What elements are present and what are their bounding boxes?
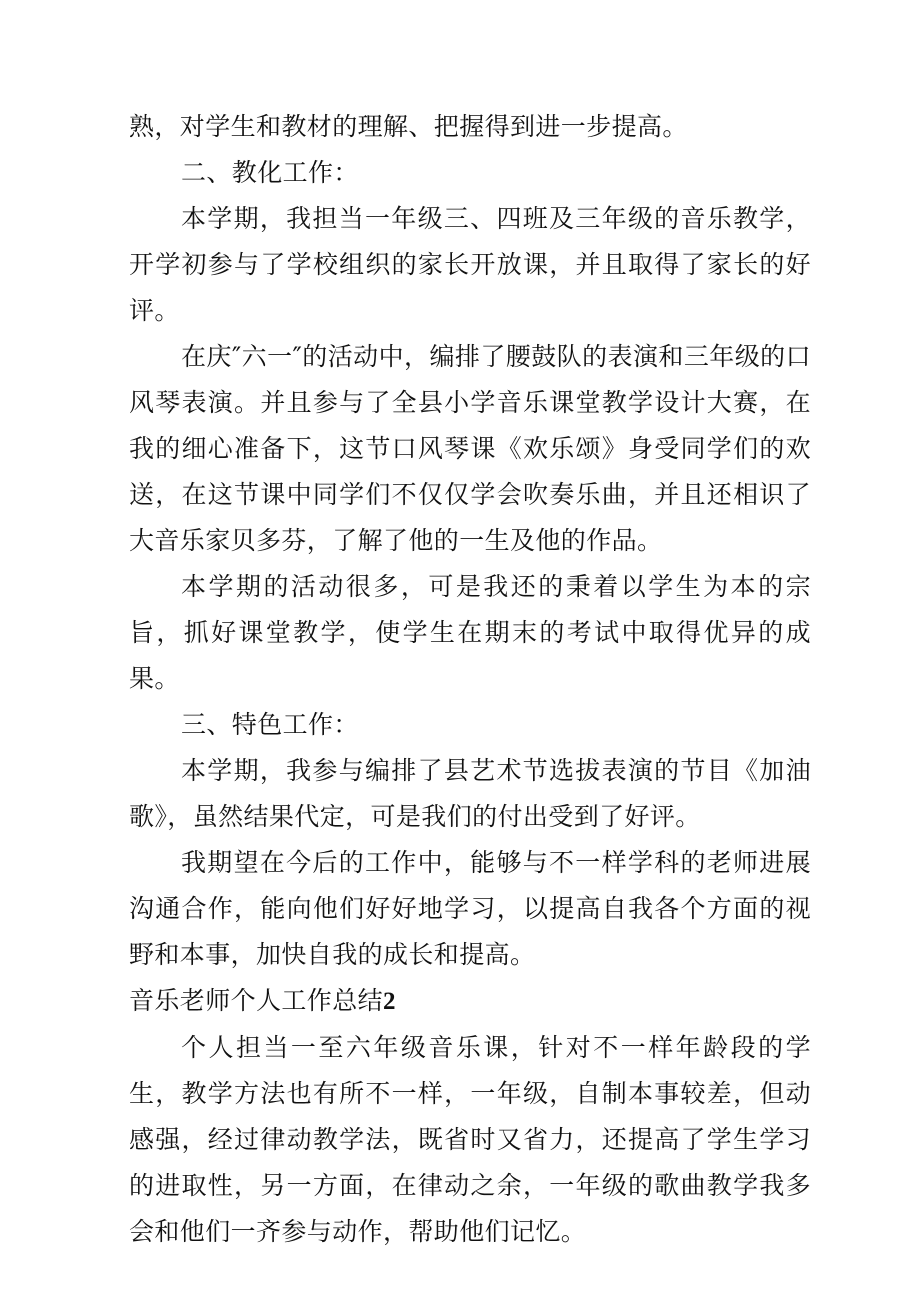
- paragraph-continuation: 熟，对学生和教材的理解、把握得到进一步提高。: [129, 112, 688, 141]
- section-heading-teaching: 二、教化工作：: [181, 158, 359, 187]
- article-title: [129, 978, 811, 1025]
- document-body: [129, 104, 811, 1255]
- article-title-number: 2: [383, 988, 396, 1015]
- paragraph: 本学期的活动很多，可是我还的秉着以学生为本的宗旨，抓好课堂教学，使学生在期末的考试中取得优异的成果。: [129, 572, 811, 693]
- paragraph: 本学期，我担当一年级三、四班及三年级的音乐教学，开学初参与了学校组织的家长开放课，并且取得了家长的好评。: [129, 204, 811, 325]
- paragraph: 个人担当一至六年级音乐课，针对不一样年龄段的学生，教学方法也有所不一样，一年级，自制本事较差，但动感强，经过律动教学法，既省时又省力，还提高了学生学习的进取性，另一方面，在律动之余，一年级的歌曲教学我多会和他们一齐参与动作，帮助他们记忆。: [129, 1033, 811, 1246]
- article-title-text: 音乐老师个人工作总结: [129, 986, 384, 1015]
- paragraph: 本学期，我参与编排了县艺术节选拔表演的节目《加油歌》，虽然结果代定，可是我们的付出受到了好评。: [129, 756, 811, 831]
- section-heading-features: 三、特色工作：: [181, 710, 359, 739]
- paragraph: 我期望在今后的工作中，能够与不一样学科的老师进展沟通合作，能向他们好好地学习，以提高自我各个方面的视野和本事，加快自我的成长和提高。: [129, 848, 811, 969]
- paragraph: 在庆″六一″的活动中，编排了腰鼓队的表演和三年级的口风琴表演。并且参与了全县小学音乐课堂教学设计大赛，在我的细心准备下，这节口风琴课《欢乐颂》身受同学们的欢送，在这节课中同学们不仅仅学会吹奏乐曲，并且还相识了大音乐家贝多芬，了解了他的一生及他的作品。: [129, 342, 811, 555]
